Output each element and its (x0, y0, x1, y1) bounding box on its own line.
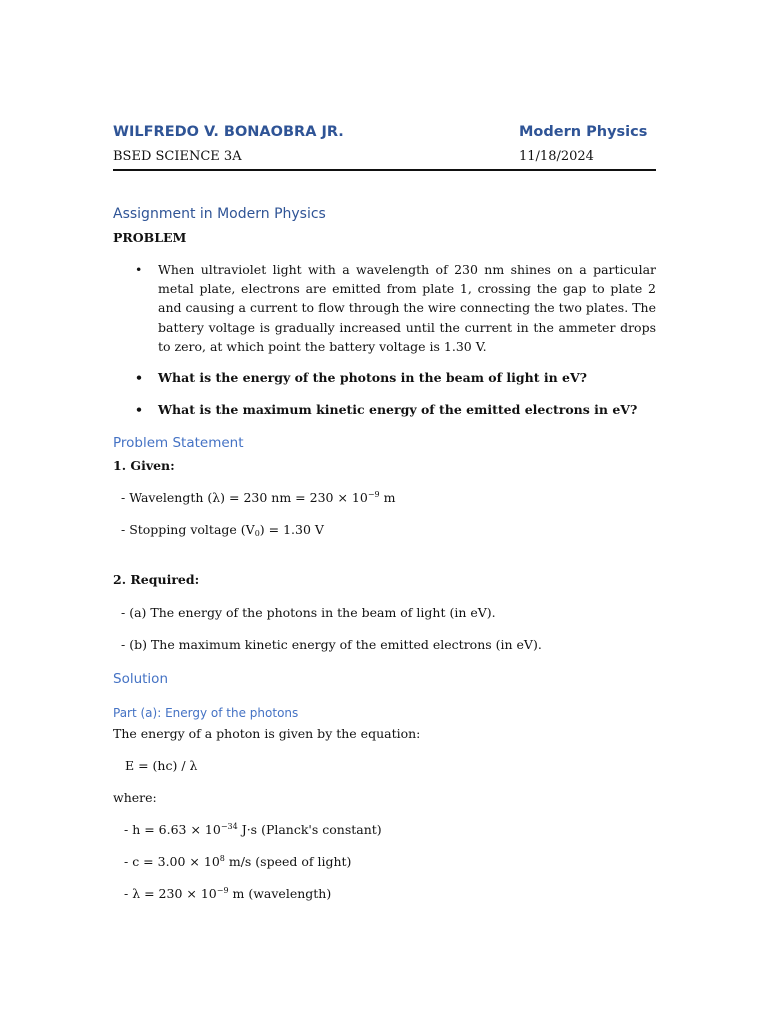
given-label: 1. Given: (113, 458, 175, 473)
student-section: BSED SCIENCE 3A (113, 149, 242, 164)
bullet-text: What is the energy of the photons in the beam of light in eV? (158, 370, 587, 386)
bullet-icon: • (135, 262, 143, 277)
list-item (113, 368, 656, 387)
list-item (113, 400, 656, 419)
wavelength-line: - $\lambda = 230 \times 10^{-9}$ m (wavelength) (124, 886, 332, 901)
given-wavelength: - Wavelength (λ) = 230 nm = $230 \times 10^{-9}$ m (121, 490, 396, 505)
given-stopping-voltage: - Stopping voltage $(V_0) = 1.30$ V (121, 522, 324, 538)
bullet-text: What is the maximum kinetic energy of the emitted electrons in eV? (158, 402, 638, 418)
photon-energy-equation: E = (hc) / λ (125, 758, 198, 773)
author-name: WILFREDO V. BONAOBRA JR. (113, 124, 344, 140)
speed-of-light-line: - $c = 3.00 \times 10^8$ m/s (speed of light) (124, 854, 352, 869)
bullet-icon: • (135, 402, 143, 418)
header-divider (113, 169, 656, 171)
problem-statement-heading: Problem Statement (113, 435, 244, 451)
bullet-text: When ultraviolet light with a wavelength of 230 nm shines on a particular metal plate, electrons are emitted from plate 1, crossing the gap to plate 2 and causing a current to flow through the wire connecting the two plates. The battery voltage is gradually increased until the current in the ammeter drops to zero, at which point the battery voltage is 1.30 V. (158, 262, 656, 354)
planck-constant-line: - $h = 6.63 \times 10^{-34}$ J·s (Planck's constant) (124, 822, 382, 837)
problem-label: PROBLEM (113, 230, 187, 245)
required-a: - (a) The energy of the photons in the beam of light (in eV). (121, 605, 496, 620)
required-b: - (b) The maximum kinetic energy of the emitted electrons (in eV). (121, 637, 542, 652)
assignment-title: Assignment in Modern Physics (113, 206, 326, 222)
list-item (113, 260, 656, 356)
submission-date: 11/18/2024 (519, 149, 594, 164)
required-label: 2. Required: (113, 572, 200, 587)
bullet-icon: • (135, 370, 143, 386)
where-label: where: (113, 790, 157, 805)
part-a-intro: The energy of a photon is given by the equation: (113, 726, 421, 741)
course-title: Modern Physics (519, 124, 648, 140)
solution-heading: Solution (113, 671, 168, 687)
problem-bullets (113, 260, 656, 419)
part-a-heading: Part (a): Energy of the photons (113, 706, 299, 720)
document-page (113, 0, 656, 1024)
